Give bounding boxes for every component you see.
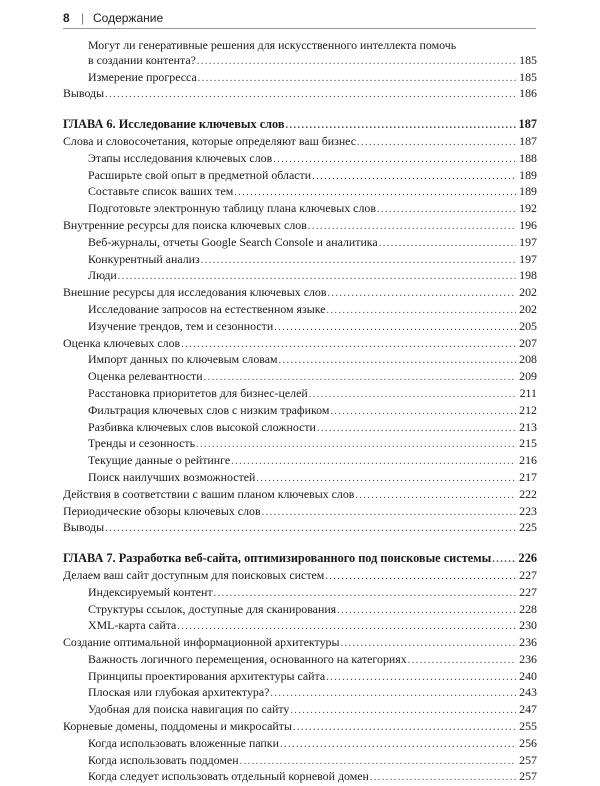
dot-leader [326, 302, 516, 319]
toc-entry-title: Составьте список ваших тем [88, 184, 234, 199]
toc-entry-title: ГЛАВА 7. Разработка веб-сайта, оптимизированного под поисковые системы [63, 551, 492, 566]
toc-entry [63, 520, 537, 537]
toc-entry [63, 319, 537, 336]
toc-entry-title: Фильтрация ключевых слов с низким трафиком [88, 402, 330, 417]
dot-leader [279, 352, 516, 369]
toc-entry [63, 504, 537, 521]
dot-leader [325, 568, 516, 585]
toc-page-number: 226 [518, 551, 537, 566]
toc-page-number: 255 [519, 719, 537, 734]
dot-leader [270, 685, 516, 702]
toc-entry-title: Изучение трендов, тем и сезонности [88, 318, 274, 333]
toc-entry [63, 53, 537, 70]
toc-entry [63, 487, 537, 504]
toc-entry [63, 403, 537, 420]
dot-leader [280, 736, 516, 753]
dot-leader [262, 504, 516, 521]
toc-entry [63, 268, 537, 285]
toc-entry-title: Индексируемый контент [88, 584, 213, 599]
dot-leader [274, 319, 516, 336]
toc-entry-text-line: Могут ли генеративные решения для искусственного интеллекта помочь [88, 38, 457, 52]
toc-entry-title: Периодические обзоры ключевых слов [63, 503, 261, 518]
toc-entry [63, 618, 537, 635]
toc-entry-title: Удобная для поиска навигация по сайту [88, 702, 290, 717]
dot-leader [492, 551, 516, 568]
toc-entry [63, 568, 537, 585]
toc-entry [63, 453, 537, 470]
toc-entry-title: Измерение прогресса [88, 69, 197, 84]
dot-leader [308, 218, 516, 235]
toc-page-number: 227 [519, 567, 537, 582]
page-number: 8 [63, 11, 70, 25]
dot-leader [309, 386, 516, 403]
toc-chapter-entry [63, 117, 537, 134]
toc-page-number: 189 [519, 184, 537, 199]
toc-entry-title: Создание оптимальной информационной архитектуры [63, 635, 340, 650]
toc-page-number: 207 [519, 335, 537, 350]
header-title: Содержание [93, 11, 164, 25]
toc-page-number: 187 [518, 117, 537, 132]
dot-leader [326, 669, 516, 686]
toc-entry-title: Подготовьте электронную таблицу плана ключевых слов [88, 201, 376, 216]
toc-entry-title: Плоская или глубокая архитектура? [88, 685, 270, 700]
toc-page-number: 212 [519, 402, 537, 417]
toc-entry [63, 336, 537, 353]
toc-entry-title: Внутренние ресурсы для поиска ключевых слов [63, 217, 307, 232]
toc-entry [63, 86, 537, 103]
toc-entry [63, 386, 537, 403]
toc-entry-title: Текущие данные о рейтинге [88, 453, 231, 468]
toc-entry-title: Веб-журналы, отчеты Google Search Console и аналитика [88, 234, 378, 249]
toc-page-number: 230 [519, 618, 537, 633]
toc-page-number: 225 [519, 520, 537, 535]
toc-entry-title: Выводы [63, 86, 105, 101]
toc-page-number: 240 [519, 668, 537, 683]
toc-entry [63, 168, 537, 185]
toc-entry-title: в создании контента? [88, 52, 196, 67]
running-header [63, 6, 536, 29]
toc-page-number: 236 [519, 635, 537, 650]
dot-leader [197, 53, 516, 70]
dot-leader [181, 336, 516, 353]
toc-entry [63, 769, 537, 786]
toc-page-number: 247 [519, 702, 537, 717]
toc-entry [63, 652, 537, 669]
toc-entry-title: Расширьте свой опыт в предметной области [88, 167, 312, 182]
toc-page-number: 189 [519, 167, 537, 182]
section-gap [63, 537, 537, 551]
toc-entry-title: Оценка релевантности [88, 369, 203, 384]
dot-leader [340, 635, 516, 652]
toc-chapter-entry [63, 551, 537, 568]
toc-entry-title: Когда использовать поддомен [88, 752, 239, 767]
toc-entry-title: ГЛАВА 6. Исследование ключевых слов [63, 117, 285, 132]
toc-page-number: 197 [519, 234, 537, 249]
toc-page-number: 216 [519, 453, 537, 468]
toc-page-number: 202 [519, 301, 537, 316]
toc-page-number: 186 [519, 86, 537, 101]
toc-page-number: 215 [519, 436, 537, 451]
toc-page-number: 187 [519, 133, 537, 148]
toc-entry-title: Структуры ссылок, доступные для сканирования [88, 601, 337, 616]
dot-leader [327, 285, 516, 302]
toc-page-number: 217 [519, 469, 537, 484]
toc-entry-title: Внешние ресурсы для исследования ключевых слов [63, 285, 327, 300]
dot-leader [317, 420, 516, 437]
toc-page-number: 236 [519, 651, 537, 666]
toc-entry [63, 252, 537, 269]
toc-entry [63, 302, 537, 319]
toc-entry-title: Оценка ключевых слов [63, 335, 181, 350]
dot-leader [286, 117, 516, 134]
toc-page-number: 257 [519, 752, 537, 767]
toc-page-number: 196 [519, 217, 537, 232]
toc-page-number: 202 [519, 285, 537, 300]
toc-page-number: 243 [519, 685, 537, 700]
toc-entry [63, 719, 537, 736]
toc-entry [63, 685, 537, 702]
dot-leader [330, 403, 516, 420]
toc-entry [63, 420, 537, 437]
toc-page-number: 198 [519, 268, 537, 283]
table-of-contents [63, 38, 537, 786]
dot-leader [379, 235, 516, 252]
toc-page-number: 209 [519, 369, 537, 384]
toc-page-number: 228 [519, 601, 537, 616]
toc-page-number: 227 [519, 584, 537, 599]
toc-entry-title: Этапы исследования ключевых слов [88, 150, 273, 165]
toc-page-number: 192 [519, 201, 537, 216]
dot-leader [290, 702, 516, 719]
toc-entry [63, 235, 537, 252]
dot-leader [256, 470, 516, 487]
dot-leader [357, 134, 516, 151]
section-gap [63, 103, 537, 117]
dot-leader [214, 585, 516, 602]
toc-entry [63, 201, 537, 218]
header-separator: | [81, 11, 85, 25]
dot-leader [196, 436, 516, 453]
toc-entry [63, 151, 537, 168]
dot-leader [231, 453, 516, 470]
toc-entry-title: Люди [88, 268, 117, 283]
toc-entry [63, 184, 537, 201]
toc-entry [63, 134, 537, 151]
toc-page-number: 256 [519, 735, 537, 750]
toc-entry-title: Корневые домены, поддомены и микросайты [63, 719, 292, 734]
toc-page-number: 185 [519, 52, 537, 67]
toc-entry-title: Выводы [63, 520, 105, 535]
toc-page-number: 197 [519, 251, 537, 266]
toc-entry [63, 218, 537, 235]
toc-entry-title: Импорт данных по ключевым словам [88, 352, 278, 367]
toc-entry [63, 436, 537, 453]
toc-entry [63, 669, 537, 686]
toc-entry [63, 470, 537, 487]
toc-entry-title: Слова и словосочетания, которые определяют ваш бизнес [63, 133, 357, 148]
dot-leader [177, 618, 516, 635]
toc-entry-title: Действия в соответствии с вашим планом ключевых слов [63, 486, 355, 501]
dot-leader [355, 487, 516, 504]
dot-leader [198, 70, 516, 87]
toc-entry-title: Конкурентный анализ [88, 251, 200, 266]
dot-leader [201, 252, 516, 269]
toc-page-number: 185 [519, 69, 537, 84]
toc-entry-title: Когда следует использовать отдельный корневой домен [88, 769, 369, 784]
dot-leader [408, 652, 516, 669]
toc-page-number: 257 [519, 769, 537, 784]
dot-leader [337, 602, 516, 619]
toc-page-number: 213 [519, 419, 537, 434]
toc-entry-title: Расстановка приоритетов для бизнес-целей [88, 385, 308, 400]
toc-page-number: 222 [519, 486, 537, 501]
toc-entry-title: Исследование запросов на естественном языке [88, 301, 326, 316]
toc-page-number: 211 [519, 385, 537, 400]
dot-leader [293, 719, 516, 736]
dot-leader [234, 184, 516, 201]
toc-entry [63, 285, 537, 302]
toc-entry [63, 602, 537, 619]
dot-leader [240, 753, 516, 770]
toc-entry [63, 635, 537, 652]
dot-leader [312, 168, 516, 185]
dot-leader [105, 520, 516, 537]
toc-entry-title: Разбивка ключевых слов высокой сложности [88, 419, 316, 434]
toc-page-number: 188 [519, 150, 537, 165]
toc-entry-title: XML-карта сайта [88, 618, 177, 633]
dot-leader [105, 86, 516, 103]
toc-entry-title: Делаем ваш сайт доступным для поисковых систем [63, 567, 325, 582]
toc-entry [63, 369, 537, 386]
dot-leader [377, 201, 516, 218]
toc-page-number: 223 [519, 503, 537, 518]
toc-page-number: 205 [519, 318, 537, 333]
dot-leader [204, 369, 516, 386]
toc-entry-title: Тренды и сезонность [88, 436, 196, 451]
toc-entry [63, 753, 537, 770]
dot-leader [118, 268, 516, 285]
toc-entry-title: Принципы проектирования архитектуры сайта [88, 668, 326, 683]
toc-entry [63, 585, 537, 602]
toc-entry-title: Важность логичного перемещения, основанного на категориях [88, 651, 407, 666]
dot-leader [370, 769, 516, 786]
toc-entry [63, 702, 537, 719]
dot-leader [273, 151, 516, 168]
toc-entry-title: Когда использовать вложенные папки [88, 735, 279, 750]
toc-entry [63, 352, 537, 369]
toc-page-number: 208 [519, 352, 537, 367]
toc-entry-title: Поиск наилучших возможностей [88, 469, 256, 484]
toc-entry [63, 736, 537, 753]
toc-entry [63, 70, 537, 87]
